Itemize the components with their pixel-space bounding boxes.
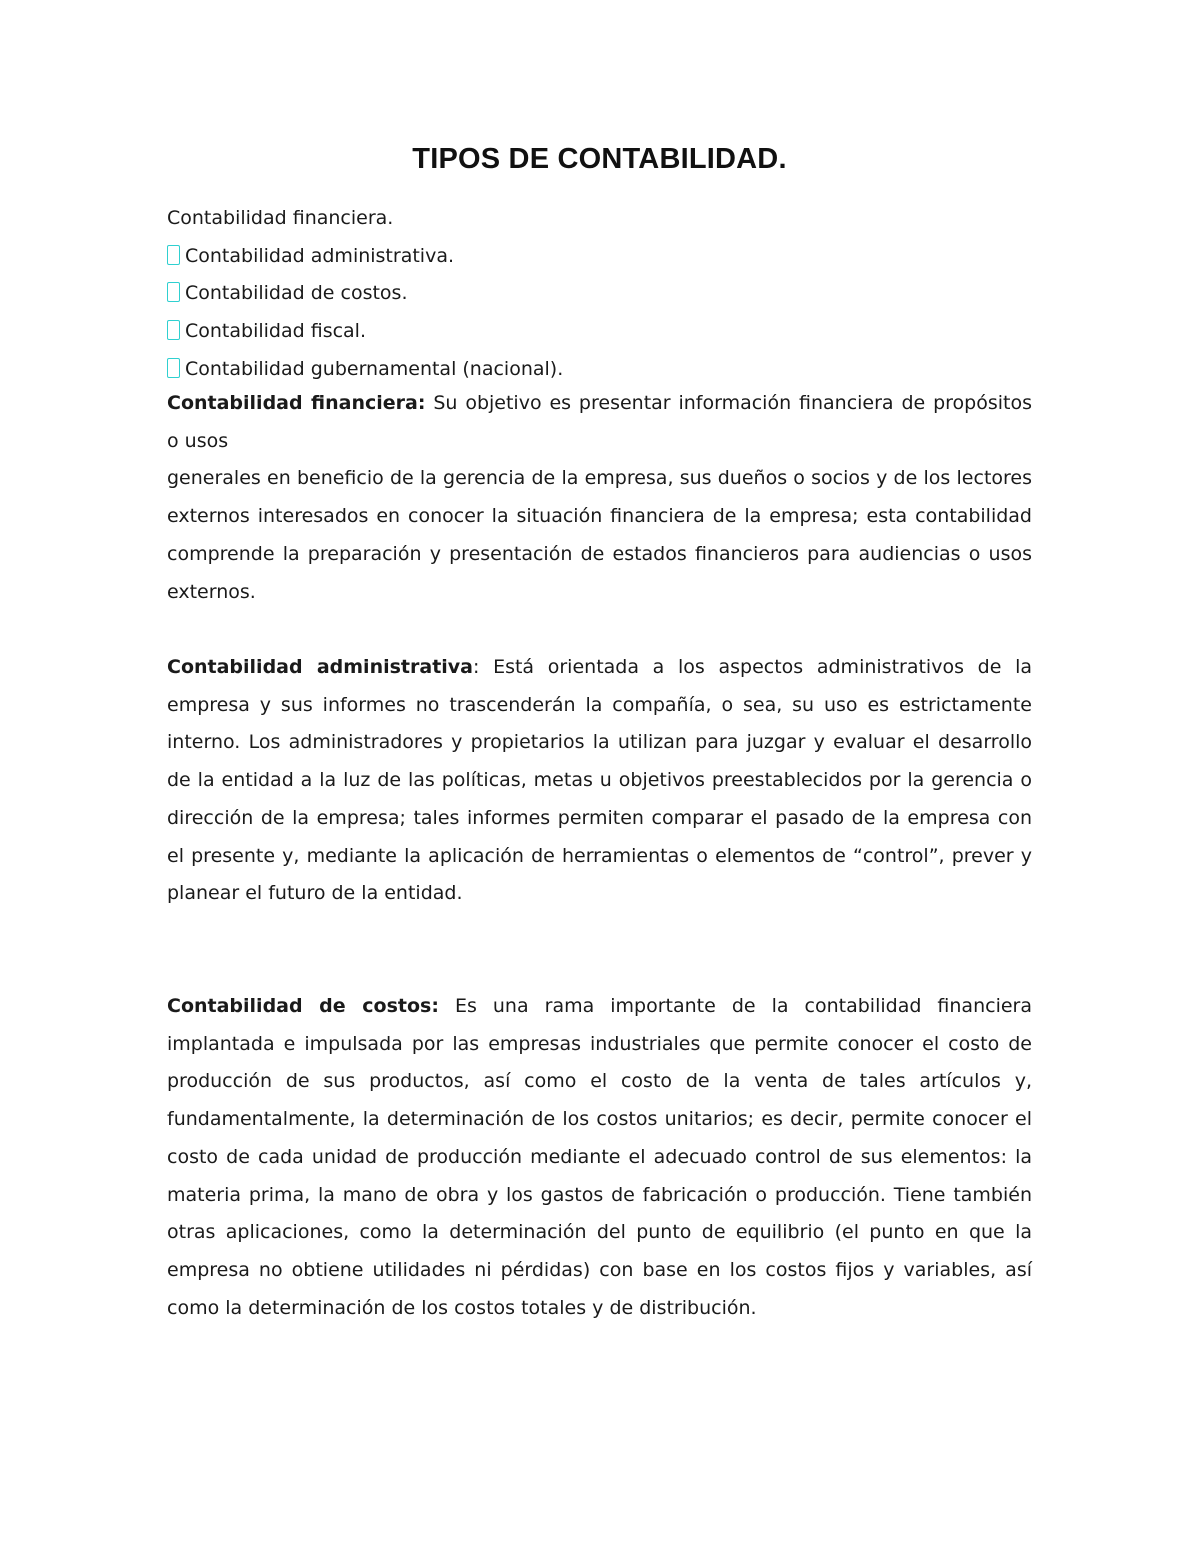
accounting-types-list — [167, 200, 1032, 389]
missing-glyph-bullet-icon — [167, 358, 180, 378]
list-item — [167, 313, 1032, 351]
list-item — [167, 238, 1032, 276]
list-item-label: Contabilidad fiscal. — [185, 320, 367, 343]
section-body-text: generales en beneficio de la gerencia de la empresa, sus dueños o socios y de los lectores externos interesados en conocer la situación financiera de la empresa; esta contabilidad comprende la preparación y presentación de estados financieros para audiencias o usos externos. — [167, 467, 1032, 603]
section-administrativa — [167, 649, 1032, 913]
section-heading: Contabilidad de costos: — [167, 995, 439, 1017]
section-financiera — [167, 385, 1032, 611]
list-item-label: Contabilidad administrativa. — [185, 244, 454, 267]
section-body-text: Es una rama importante de la contabilidad financiera implantada e impulsada por las empresas industriales que permite conocer el costo de producción de sus productos, así como el costo de la venta de tales artículos y, fundamentalmente, la determinación de los costos unitarios; es decir, permite conocer el costo de cada unidad de producción mediante el adecuado control de sus elementos: la materia prima, la mano de obra y los gastos de fabricación o producción. Tiene también otras aplicaciones, como la determinación del punto de equilibrio (el punto en que la empresa no obtiene utilidades ni pérdidas) con base en los costos fijos y variables, así como la determinación de los costos totales y de distribución. — [167, 995, 1032, 1319]
section-intro-text: Su objetivo es presentar información financiera de propósitos o usos — [167, 392, 1032, 452]
missing-glyph-bullet-icon — [167, 245, 180, 265]
section-costos — [167, 988, 1032, 1327]
list-item-label: Contabilidad de costos. — [185, 282, 408, 305]
section-heading: Contabilidad financiera: — [167, 392, 426, 414]
list-item — [167, 351, 1032, 389]
section-first-line — [167, 385, 1032, 460]
list-item — [167, 275, 1032, 313]
missing-glyph-bullet-icon — [167, 320, 180, 340]
list-item-label: Contabilidad gubernamental (nacional). — [185, 357, 564, 380]
section-body-text: : Está orientada a los aspectos administrativos de la empresa y sus informes no trascenderán la compañía, o sea, su uso es estrictamente interno. Los administradores y propietarios la utilizan para juzgar y evaluar el desarrollo de la entidad a la luz de las políticas, metas u objetivos preestablecidos por la gerencia o dirección de la empresa; tales informes permiten comparar el pasado de la empresa con el presente y, mediante la aplicación de herramientas o elementos de “control”, prever y planear el futuro de la entidad. — [167, 656, 1032, 905]
document-title: TIPOS DE CONTABILIDAD. — [412, 143, 787, 175]
missing-glyph-bullet-icon — [167, 282, 180, 302]
section-heading: Contabilidad administrativa — [167, 656, 473, 678]
list-item-financiera: Contabilidad financiera. — [167, 207, 394, 229]
